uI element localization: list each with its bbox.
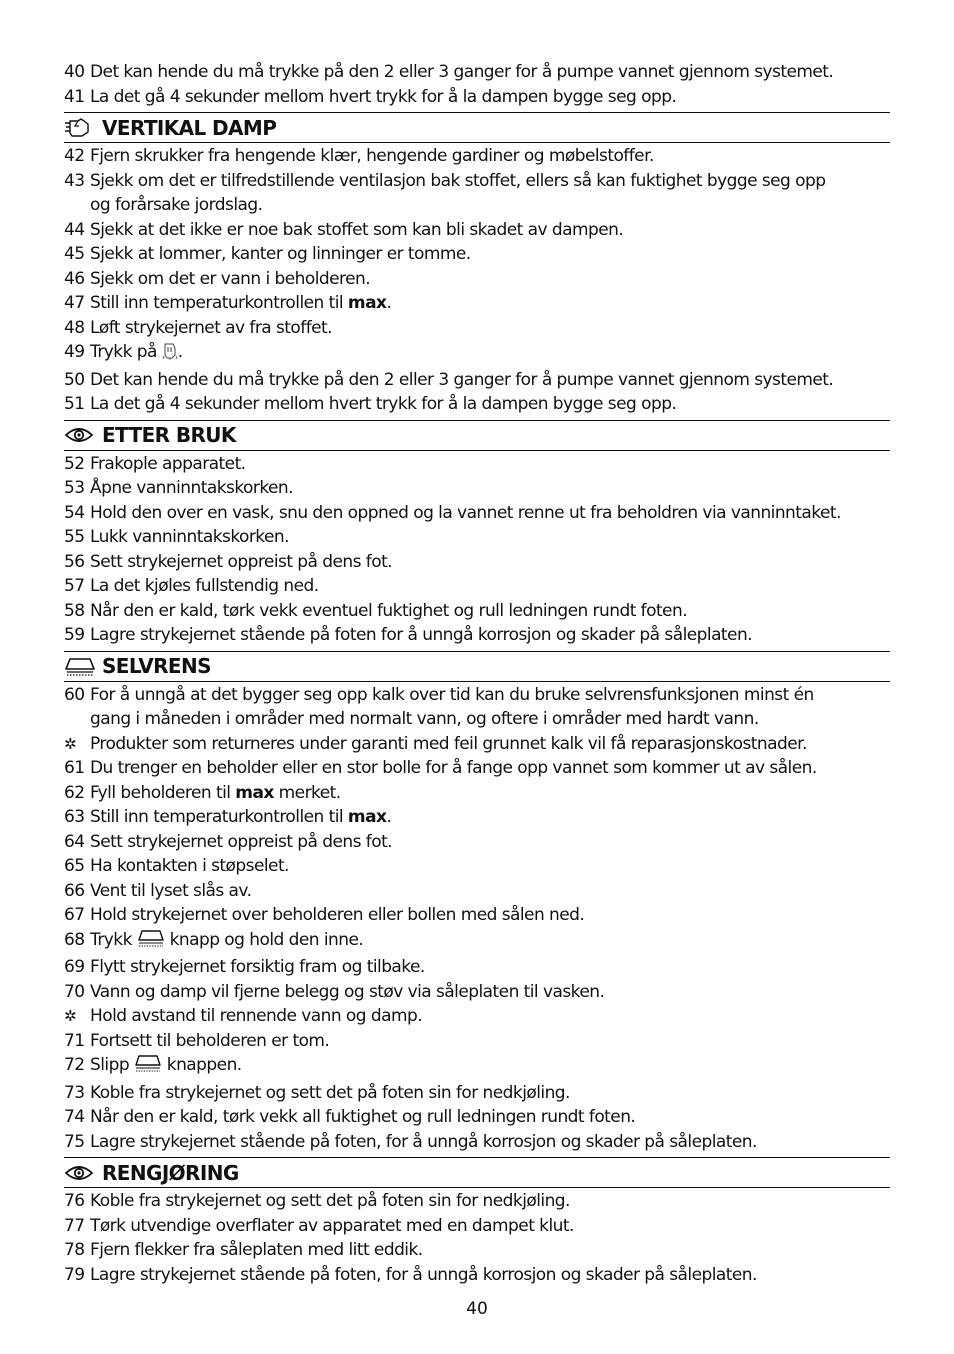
step-line: 51 La det gå 4 sekunder mellom hvert trykk for å la dampen bygge seg opp. xyxy=(64,394,677,414)
section-header-rengjoring xyxy=(64,1157,890,1188)
eye-icon xyxy=(64,1164,102,1182)
step-line: 65 Ha kontakten i støpselet. xyxy=(64,856,289,876)
section-title: SELVRENS xyxy=(102,654,211,678)
eye-icon xyxy=(64,426,102,444)
section-header-etter-bruk xyxy=(64,420,890,451)
warning-line: ✲ Produkter som returneres under garanti med feil grunnet kalk vil få reparasjonskostnader. xyxy=(64,732,890,757)
step-line: 40 Det kan hende du må trykke på den 2 eller 3 ganger for å pumpe vannet gjennom systemet. xyxy=(64,62,834,82)
step-line: 67 Hold strykejernet over beholderen eller bollen med sålen ned. xyxy=(64,905,585,925)
step-line: 75 Lagre strykejernet stående på foten, for å unngå korrosjon og skader på såleplaten. xyxy=(64,1131,757,1152)
step-line: 70 Vann og damp vil fjerne belegg og støv via såleplaten til vasken. xyxy=(64,981,605,1002)
step-line: 45 Sjekk at lommer, kanter og linninger er tomme. xyxy=(64,244,471,264)
section-title: ETTER BRUK xyxy=(102,423,236,447)
step-line: 52 Frakople apparatet. xyxy=(64,453,246,474)
step-line: 76 Koble fra strykejernet og sett det på foten sin for nedkjøling. xyxy=(64,1191,570,1211)
steam-shot-button-icon xyxy=(162,342,178,368)
step-line: 66 Vent til lyset slås av. xyxy=(64,880,252,901)
step-line: 43 Sjekk om det er tilfredstillende ventilasjon bak stoffet, ellers så kan fuktighet bygge seg opp xyxy=(64,170,826,191)
step-line: 56 Sett strykejernet oppreist på dens fot. xyxy=(64,551,393,572)
step-line: 77 Tørk utvendige overflater av apparatet med en dampet klut. xyxy=(64,1215,574,1236)
step-line: 50 Det kan hende du må trykke på den 2 eller 3 ganger for å pumpe vannet gjennom systemet. xyxy=(64,369,834,390)
step-line: 73 Koble fra strykejernet og sett det på foten sin for nedkjøling. xyxy=(64,1082,570,1103)
step-line: 78 Fjern flekker fra såleplaten med litt eddik. xyxy=(64,1240,423,1260)
step-line: 41 La det gå 4 sekunder mellom hvert trykk for å la dampen bygge seg opp. xyxy=(64,86,677,107)
step-line: 74 Når den er kald, tørk vekk all fuktighet og rull ledningen rundt foten. xyxy=(64,1107,636,1127)
step-line: 72 Slipp knappen. xyxy=(64,1053,890,1081)
step-line: 44 Sjekk at det ikke er noe bak stoffet som kan bli skadet av dampen. xyxy=(64,219,624,240)
step-line: 54 Hold den over en vask, snu den oppned og la vannet renne ut fra beholdren via vanninntaket. xyxy=(64,502,841,523)
step-line: 42 Fjern skrukker fra hengende klær, hengende gardiner og møbelstoffer. xyxy=(64,146,654,166)
section-title: RENGJØRING xyxy=(102,1160,239,1185)
soleplate-clean-icon xyxy=(64,655,102,677)
step-line: 55 Lukk vanninntakskorken. xyxy=(64,527,289,547)
step-line: 68 Trykk knapp og hold den inne. xyxy=(64,928,890,956)
step-line: 58 Når den er kald, tørk vekk eventuel fuktighet og rull ledningen rundt foten. xyxy=(64,600,688,621)
section-title: VERTIKAL DAMP xyxy=(102,115,277,140)
manual-page xyxy=(64,60,890,1287)
step-line: 59 Lagre strykejernet stående på foten for å unngå korrosjon og skader på såleplaten. xyxy=(64,625,753,645)
step-line: 62 Fyll beholderen til max merket. xyxy=(64,782,341,803)
self-clean-button-icon xyxy=(137,928,165,956)
step-line: 64 Sett strykejernet oppreist på dens fot. xyxy=(64,831,393,852)
self-clean-button-icon xyxy=(134,1053,162,1081)
step-line: 49 Trykk på . xyxy=(64,340,890,368)
step-line: 79 Lagre strykejernet stående på foten, for å unngå korrosjon og skader på såleplaten. xyxy=(64,1264,757,1285)
step-line: 71 Fortsett til beholderen er tom. xyxy=(64,1030,330,1051)
page-number: 40 xyxy=(466,1299,488,1319)
step-line-continuation: gang i måneden i områder med normalt vann, og oftere i områder med hardt vann. xyxy=(90,709,759,729)
section-header-vertikal-damp xyxy=(64,112,890,143)
step-line: 53 Åpne vanninntakskorken. xyxy=(64,478,293,498)
warning-star-icon: ✲ xyxy=(64,734,77,753)
warning-star-icon: ✲ xyxy=(64,1007,77,1025)
hand-steam-icon xyxy=(64,118,102,138)
step-line: 69 Flytt strykejernet forsiktig fram og tilbake. xyxy=(64,957,425,977)
step-line-continuation: og forårsake jordslag. xyxy=(90,195,263,215)
step-line: 61 Du trenger en beholder eller en stor bolle for å fange opp vannet som kommer ut av sålen. xyxy=(64,758,817,778)
step-line: 57 La det kjøles fullstendig ned. xyxy=(64,576,319,596)
section-header-selvrens xyxy=(64,651,890,682)
step-line: 60 For å unngå at det bygger seg opp kalk over tid kan du bruke selvrensfunksjonen minst én xyxy=(64,684,814,705)
warning-line: ✲ Hold avstand til rennende vann og damp. xyxy=(64,1004,890,1029)
step-line: 63 Still inn temperaturkontrollen til max. xyxy=(64,807,392,827)
step-line: 47 Still inn temperaturkontrollen til max. xyxy=(64,293,392,313)
step-line: 46 Sjekk om det er vann i beholderen. xyxy=(64,268,371,289)
step-line: 48 Løft strykejernet av fra stoffet. xyxy=(64,317,333,338)
